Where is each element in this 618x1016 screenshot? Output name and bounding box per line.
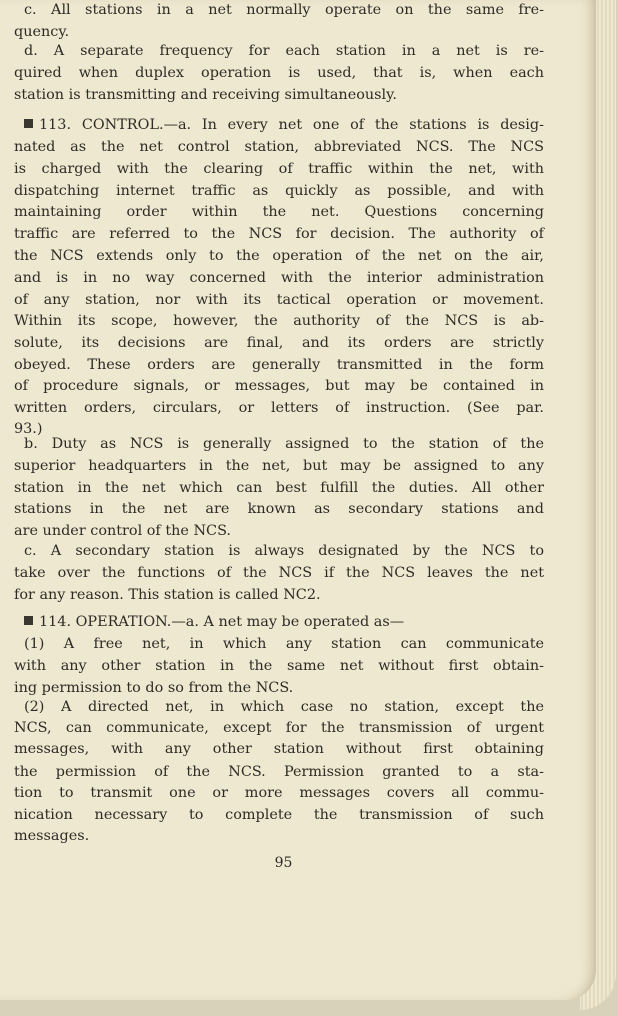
page-number: 95 xyxy=(274,855,293,871)
text-line: c. A secondary station is always designated by the NCS to xyxy=(24,543,544,559)
text-line: messages. xyxy=(14,828,90,844)
text-line: of procedure signals, or messages, but may be contained in xyxy=(14,378,544,394)
text-line: c. All stations in a net normally operate on the same fre- xyxy=(24,2,544,18)
text-line: for any reason. This station is called NC2. xyxy=(14,587,321,603)
text-line: messages, with any other station without first obtaining xyxy=(14,741,544,757)
section-mark-icon xyxy=(24,616,33,625)
text-line: and is in no way concerned with the interior administration xyxy=(14,270,544,286)
text-line: take over the functions of the NCS if the NCS leaves the net xyxy=(14,565,544,581)
text-line: tion to transmit one or more messages covers all commu- xyxy=(14,785,544,801)
text-line: nication necessary to complete the transmission of such xyxy=(14,807,544,823)
text-line: solute, its decisions are final, and its orders are strictly xyxy=(14,335,544,351)
text-line: 93.) xyxy=(14,421,43,437)
text-line: written orders, circulars, or letters of instruction. (See par. xyxy=(14,400,544,416)
text-line: is charged with the clearing of traffic within the net, with xyxy=(14,161,544,177)
text-line: (2) A directed net, in which case no station, except the xyxy=(24,699,544,715)
text-line: station in the net which can best fulfill the duties. All other xyxy=(14,480,544,496)
text-line: nated as the net control station, abbreviated NCS. The NCS xyxy=(14,139,544,155)
text-line: station is transmitting and receiving simultaneously. xyxy=(14,87,397,103)
section-mark-icon xyxy=(24,119,33,128)
text-line: dispatching internet traffic as quickly as possible, and with xyxy=(14,183,544,199)
text-line: quency. xyxy=(14,24,70,40)
text-line: the permission of the NCS. Permission granted to a sta- xyxy=(14,764,544,780)
text-line: quired when duplex operation is used, that is, when each xyxy=(14,65,544,81)
text-line: (1) A free net, in which any station can communicate xyxy=(24,636,544,652)
text-line: b. Duty as NCS is generally assigned to the station of the xyxy=(24,436,544,452)
text-line: with any other station in the same net without first obtain- xyxy=(14,658,544,674)
text-line: are under control of the NCS. xyxy=(14,523,231,539)
text-line: the NCS extends only to the operation of the net on the air, xyxy=(14,248,544,264)
text-line: traffic are referred to the NCS for decision. The authority of xyxy=(14,226,544,242)
text-line: 113. CONTROL.—a. In every net one of the stations is desig- xyxy=(24,115,544,136)
text-line: 114. OPERATION.—a. A net may be operated as— xyxy=(24,612,544,633)
text-line: obeyed. These orders are generally transmitted in the form xyxy=(14,357,544,373)
text-line: NCS, can communicate, except for the transmission of urgent xyxy=(14,720,544,736)
text-line: Within its scope, however, the authority of the NCS is ab- xyxy=(14,313,544,329)
text-line: superior headquarters in the net, but may be assigned to any xyxy=(14,458,544,474)
text-line: d. A separate frequency for each station in a net is re- xyxy=(24,43,544,59)
text-line: stations in the net are known as secondary stations and xyxy=(14,501,544,517)
text-line: maintaining order within the net. Questions concerning xyxy=(14,204,544,220)
text-line: ing permission to do so from the NCS. xyxy=(14,680,294,696)
text-line: of any station, nor with its tactical operation or movement. xyxy=(14,292,544,308)
